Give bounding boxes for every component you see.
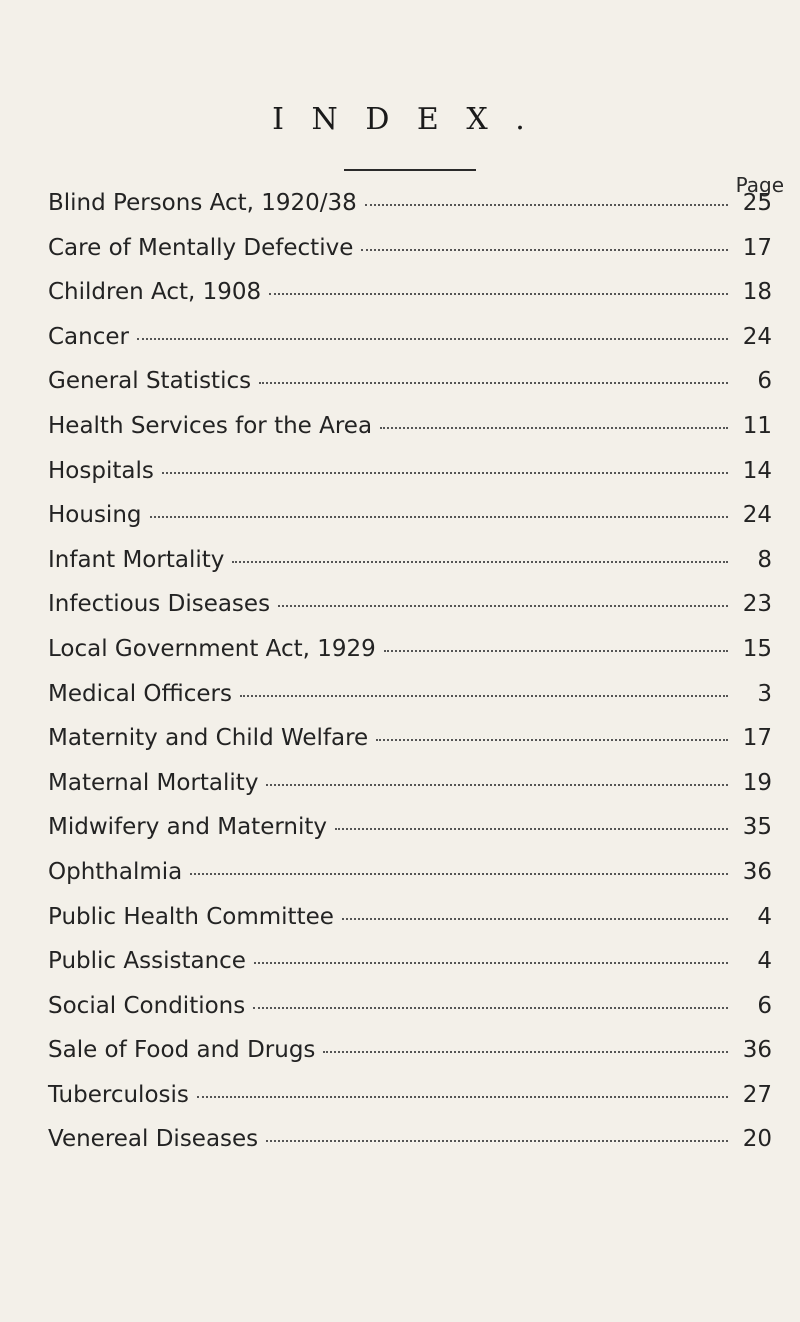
dot-leader <box>259 382 728 384</box>
index-entry-page: 35 <box>742 814 772 841</box>
index-entry <box>48 324 772 369</box>
index-entry-label: Cancer <box>48 323 129 350</box>
dot-leader <box>254 962 728 964</box>
index-entry-page: 24 <box>742 502 772 529</box>
page-title: I N D E X . <box>272 102 534 137</box>
index-list <box>48 190 772 1171</box>
index-entry <box>48 1037 772 1082</box>
index-entry-page: 17 <box>742 234 772 261</box>
index-entry-label: Infant Mortality <box>48 546 225 573</box>
index-entry <box>48 190 772 235</box>
page-column-header: Page <box>735 173 784 197</box>
index-entry <box>48 1126 772 1171</box>
dot-leader <box>197 1096 728 1098</box>
index-entry-page: 6 <box>757 368 772 395</box>
index-entry-page: 20 <box>742 1126 772 1153</box>
dot-leader <box>361 249 728 251</box>
index-entry-label: Public Health Committee <box>48 903 334 930</box>
index-entry-page: 11 <box>742 412 772 439</box>
index-entry-page: 17 <box>742 725 772 752</box>
index-entry-label: Infectious Diseases <box>48 591 271 618</box>
index-entry-label: Medical Officers <box>48 680 232 707</box>
index-entry-label: Tuberculosis <box>48 1081 189 1108</box>
index-entry-page: 19 <box>742 769 772 796</box>
index-entry <box>48 1082 772 1127</box>
index-entry <box>48 814 772 859</box>
index-entry-page: 36 <box>742 1037 772 1064</box>
index-entry-page: 4 <box>757 903 772 930</box>
index-entry-label: Public Assistance <box>48 948 246 975</box>
index-entry-label: Social Conditions <box>48 992 246 1019</box>
dot-leader <box>137 338 728 340</box>
dot-leader <box>150 516 729 518</box>
index-entry <box>48 681 772 726</box>
index-entry-label: Sale of Food and Drugs <box>48 1037 316 1064</box>
index-entry <box>48 279 772 324</box>
index-entry-label: Children Act, 1908 <box>48 279 262 306</box>
title-divider <box>344 169 476 171</box>
index-entry <box>48 502 772 547</box>
dot-leader <box>269 293 728 295</box>
index-entry-page: 36 <box>742 858 772 885</box>
dot-leader <box>323 1051 728 1053</box>
index-entry-label: Maternity and Child Welfare <box>48 725 369 752</box>
index-entry-label: Local Government Act, 1929 <box>48 635 376 662</box>
index-entry-page: 18 <box>742 279 772 306</box>
index-entry-label: Blind Persons Act, 1920/38 <box>48 190 357 216</box>
index-entry <box>48 725 772 770</box>
dot-leader <box>278 605 728 607</box>
dot-leader <box>342 918 728 920</box>
index-entry <box>48 413 772 458</box>
index-entry-page: 27 <box>742 1081 772 1108</box>
index-entry <box>48 547 772 592</box>
index-entry-label: Housing <box>48 502 142 529</box>
index-entry-label: Care of Mentally Defective <box>48 234 354 261</box>
index-entry-label: General Statistics <box>48 368 252 395</box>
index-entry-page: 8 <box>757 546 772 573</box>
index-entry-label: Ophthalmia <box>48 858 183 885</box>
index-entry-label: Venereal Diseases <box>48 1126 259 1153</box>
index-entry-label: Health Services for the Area <box>48 412 373 439</box>
dot-leader <box>232 561 728 563</box>
dot-leader <box>365 204 728 206</box>
index-entry-page: 3 <box>757 680 772 707</box>
index-entry-page: 6 <box>757 992 772 1019</box>
index-entry-page: 24 <box>742 323 772 350</box>
index-entry <box>48 636 772 681</box>
index-entry-label: Hospitals <box>48 457 154 484</box>
index-entry <box>48 904 772 949</box>
index-entry <box>48 859 772 904</box>
index-entry <box>48 948 772 993</box>
index-entry <box>48 235 772 280</box>
dot-leader <box>266 784 728 786</box>
dot-leader <box>240 695 728 697</box>
index-entry <box>48 368 772 413</box>
dot-leader <box>376 739 728 741</box>
index-entry-page: 15 <box>742 635 772 662</box>
index-entry-label: Midwifery and Maternity <box>48 814 327 841</box>
dot-leader <box>190 873 728 875</box>
index-entry <box>48 591 772 636</box>
index-entry <box>48 993 772 1038</box>
dot-leader <box>253 1007 728 1009</box>
dot-leader <box>380 427 728 429</box>
index-entry-page: 4 <box>757 948 772 975</box>
index-entry-page: 23 <box>742 591 772 618</box>
dot-leader <box>162 472 728 474</box>
index-entry-label: Maternal Mortality <box>48 769 259 796</box>
index-entry <box>48 770 772 815</box>
index-entry-page: 25 <box>742 190 772 216</box>
index-entry <box>48 458 772 503</box>
dot-leader <box>384 650 728 652</box>
dot-leader <box>266 1140 728 1142</box>
dot-leader <box>335 828 728 830</box>
index-entry-page: 14 <box>742 457 772 484</box>
